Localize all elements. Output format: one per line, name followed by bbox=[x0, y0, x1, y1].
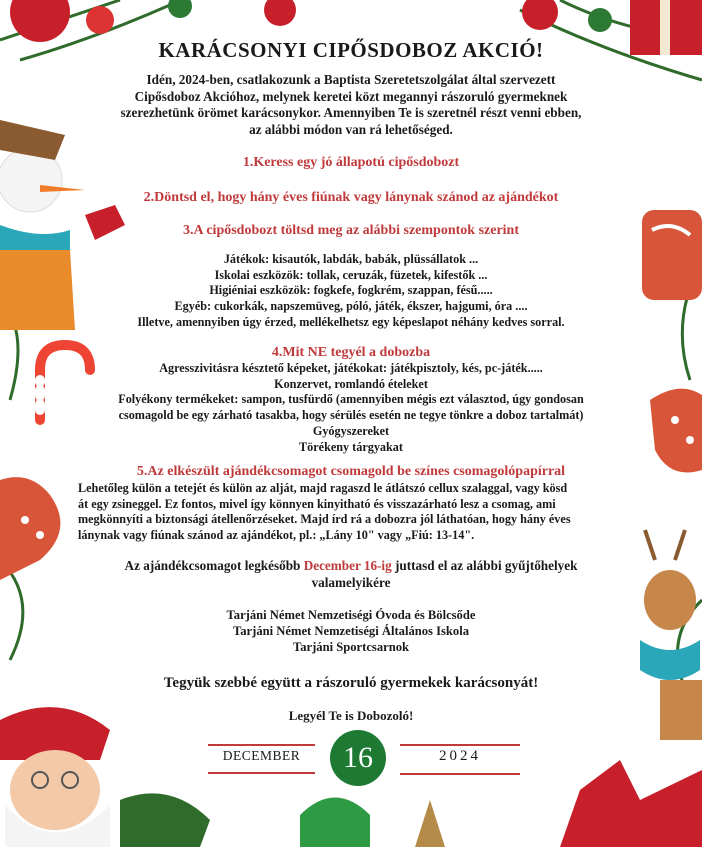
step-5-paragraph: Lehetőleg külön a tetejét és külön az alját, majd ragaszd le átlátszó cellux szalaggal, vagy kösd át egy zsineggel. Ez fontos, mivel így könnyen kinyitható és visszazárható lesz a csomag, ami megkönnyíti a biztonsági átellenőrzéseket. Majd írd rá a dobozra jól láthatóan, hogy hány éves lánynak vagy fiúnak szánod az ajándékot, pl.: „Lány 10" vagy „Fiú: 13-14". bbox=[78, 481, 571, 542]
step-3-heading: 3.A cipősdobozt töltsd meg az alábbi szempontok szerint bbox=[183, 223, 519, 238]
list-item: Folyékony termékeket: sampon, tusfürdő (amennyiben mégis ezt választod, úgy gondosan bbox=[118, 392, 584, 407]
collection-points bbox=[70, 607, 632, 655]
step-5-heading: 5.Az elkészült ajándékcsomagot csomagold be színes csomagolópapírral bbox=[136, 464, 566, 479]
deadline-date: December 16-ig bbox=[303, 558, 392, 573]
deadline-text: Az ajándékcsomagot legkésőbb December 16-ig juttasd el az alábbi gyűjtőhelyek valamelyikére bbox=[124, 558, 578, 590]
step-4-list bbox=[70, 361, 632, 455]
step-2-heading: 2.Döntsd el, hogy hány éves fiúnak vagy lánynak szánod az ajándékot bbox=[143, 190, 559, 205]
step-4-heading: 4.Mit NE tegyél a dobozba bbox=[271, 345, 431, 360]
list-item: Tarjáni Német Nemzetiségi Óvoda és Bölcsőde bbox=[226, 608, 476, 622]
page-title: KARÁCSONYI CIPŐSDOBOZ AKCIÓ! bbox=[158, 38, 544, 62]
list-item: Illetve, amennyiben úgy érzed, mellékelhetsz egy képeslapot néhány kedves sorral. bbox=[137, 314, 565, 329]
deer-illustration bbox=[640, 530, 702, 740]
list-item: Iskolai eszközök: tollak, ceruzák, füzetek, kifestők ... bbox=[214, 267, 488, 282]
gingerbread-cookie-icon bbox=[0, 477, 60, 580]
date-month: DECEMBER bbox=[208, 740, 315, 770]
gingerbread-cookie-icon bbox=[642, 210, 702, 473]
list-item: Játékok: kisautók, labdák, babák, plüssállatok ... bbox=[223, 252, 479, 266]
list-item: Tarjáni Sportcsarnok bbox=[292, 640, 410, 654]
list-item: Törékeny tárgyakat bbox=[299, 439, 403, 454]
flyer-content bbox=[70, 0, 632, 847]
list-item: Agresszivitásra késztető képeket, játékokat: játékpisztoly, kés, pc-játék..... bbox=[159, 361, 543, 375]
list-item: Higiéniai eszközök: fogkefe, fogkrém, szappan, fésű..... bbox=[209, 283, 493, 298]
list-item: Gyógyszereket bbox=[312, 423, 390, 438]
step-3-list bbox=[70, 252, 632, 331]
date-day-badge: 16 bbox=[330, 730, 386, 786]
intro-paragraph: Idén, 2024-ben, csatlakozunk a Baptista Szeretetszolgálat által szervezett Cipősdoboz Akcióhoz, melynek keretei közt megannyi rászoruló gyermeknek szerezhetünk örömet karácsonykor. Amennyiben Te is szeretnél részt venni ebben, az alábbi módon van rá lehetőséged. bbox=[120, 72, 582, 137]
date-year: 2024 bbox=[400, 740, 520, 771]
slogan-secondary: Legyél Te is Dobozoló! bbox=[288, 708, 414, 723]
list-item: Konzervet, romlandó ételeket bbox=[274, 376, 428, 391]
step-1-heading: 1.Keress egy jó állapotú cipősdobozt bbox=[242, 155, 460, 170]
slogan: Tegyük szebbé együtt a rászoruló gyermekek karácsonyát! bbox=[163, 675, 539, 691]
list-item: Tarjáni Német Nemzetiségi Általános Iskola bbox=[233, 624, 469, 638]
list-item: csomagold be egy zárható tasakba, hogy sérülés esetén ne tegye tönkre a doboz tartalmát) bbox=[118, 408, 584, 423]
list-item: Egyéb: cukorkák, napszemüveg, póló, játék, ékszer, hajgumi, óra .... bbox=[174, 299, 528, 314]
